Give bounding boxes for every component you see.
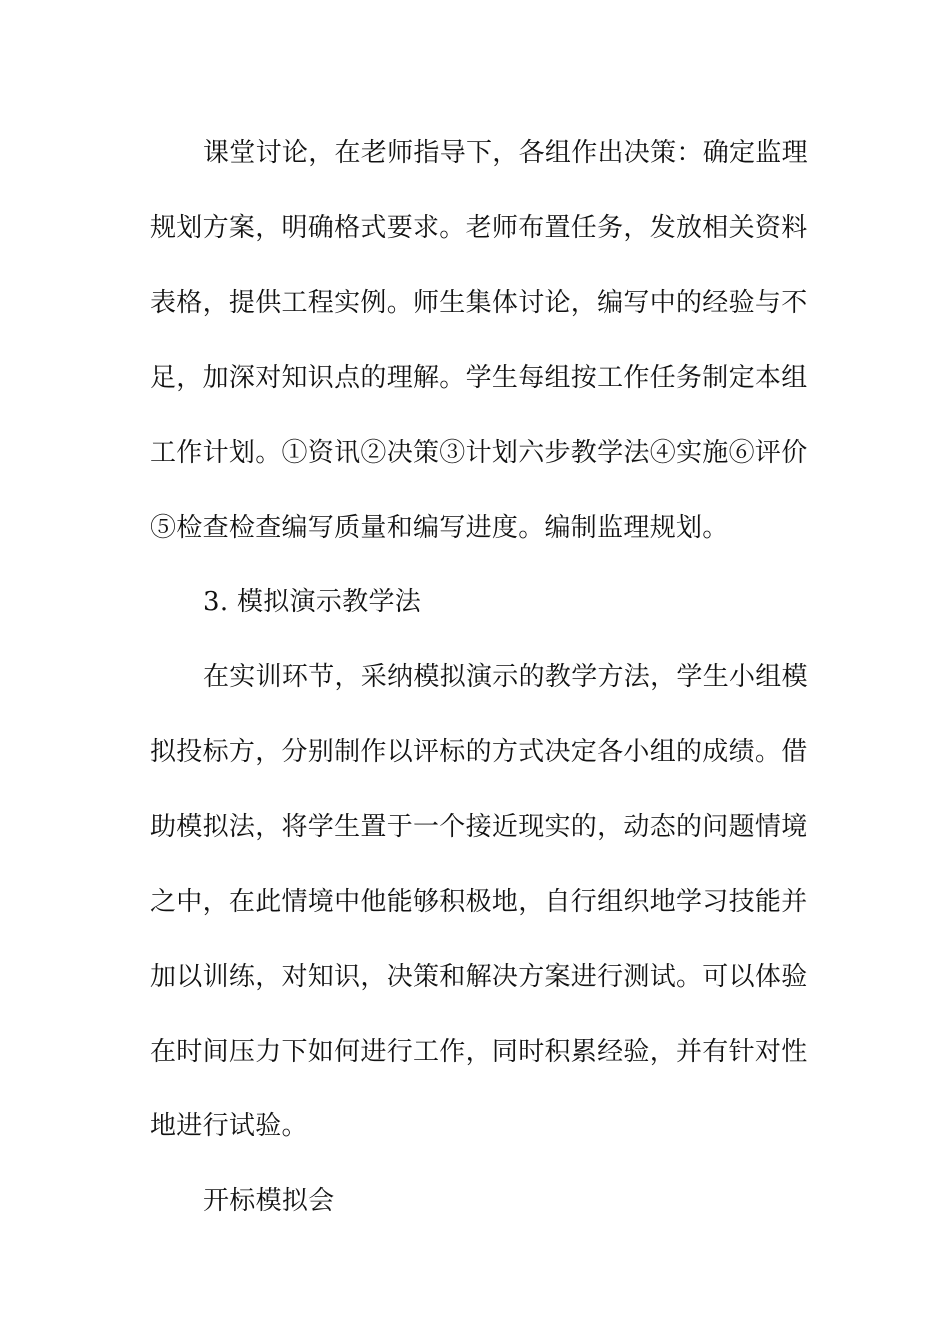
- paragraph-line: 表格，提供工程实例。师生集体讨论，编写中的经验与不: [150, 288, 808, 318]
- paragraph-line: 足，加深对知识点的理解。学生每组按工作任务制定本组: [150, 363, 808, 393]
- paragraph-line: 之中，在此情境中他能够积极地，自行组织地学习技能并: [150, 887, 808, 917]
- paragraph-line: 工作计划。①资讯②决策③计划六步教学法④实施⑥评价: [150, 438, 808, 468]
- paragraph-line: 在实训环节，采纳模拟演示的教学方法，学生小组模: [203, 662, 808, 692]
- paragraph-line: 课堂讨论，在老师指导下，各组作出决策：确定监理: [203, 138, 808, 168]
- paragraph-line: 加以训练，对知识，决策和解决方案进行测试。可以体验: [150, 962, 808, 992]
- paragraph-line: 地进行试验。: [150, 1111, 308, 1141]
- subheading: 开标模拟会: [203, 1186, 335, 1216]
- paragraph-line: 拟投标方，分别制作以评标的方式决定各小组的成绩。借: [150, 737, 808, 767]
- paragraph-line: 规划方案，明确格式要求。老师布置任务，发放相关资料: [150, 213, 808, 243]
- paragraph-line: 助模拟法，将学生置于一个接近现实的，动态的问题情境: [150, 812, 808, 842]
- paragraph-line: ⑤检查检查编写质量和编写进度。编制监理规划。: [150, 513, 729, 543]
- paragraph-line: 在时间压力下如何进行工作，同时积累经验，并有针对性: [150, 1037, 808, 1067]
- section-heading: 3. 模拟演示教学法: [203, 587, 422, 617]
